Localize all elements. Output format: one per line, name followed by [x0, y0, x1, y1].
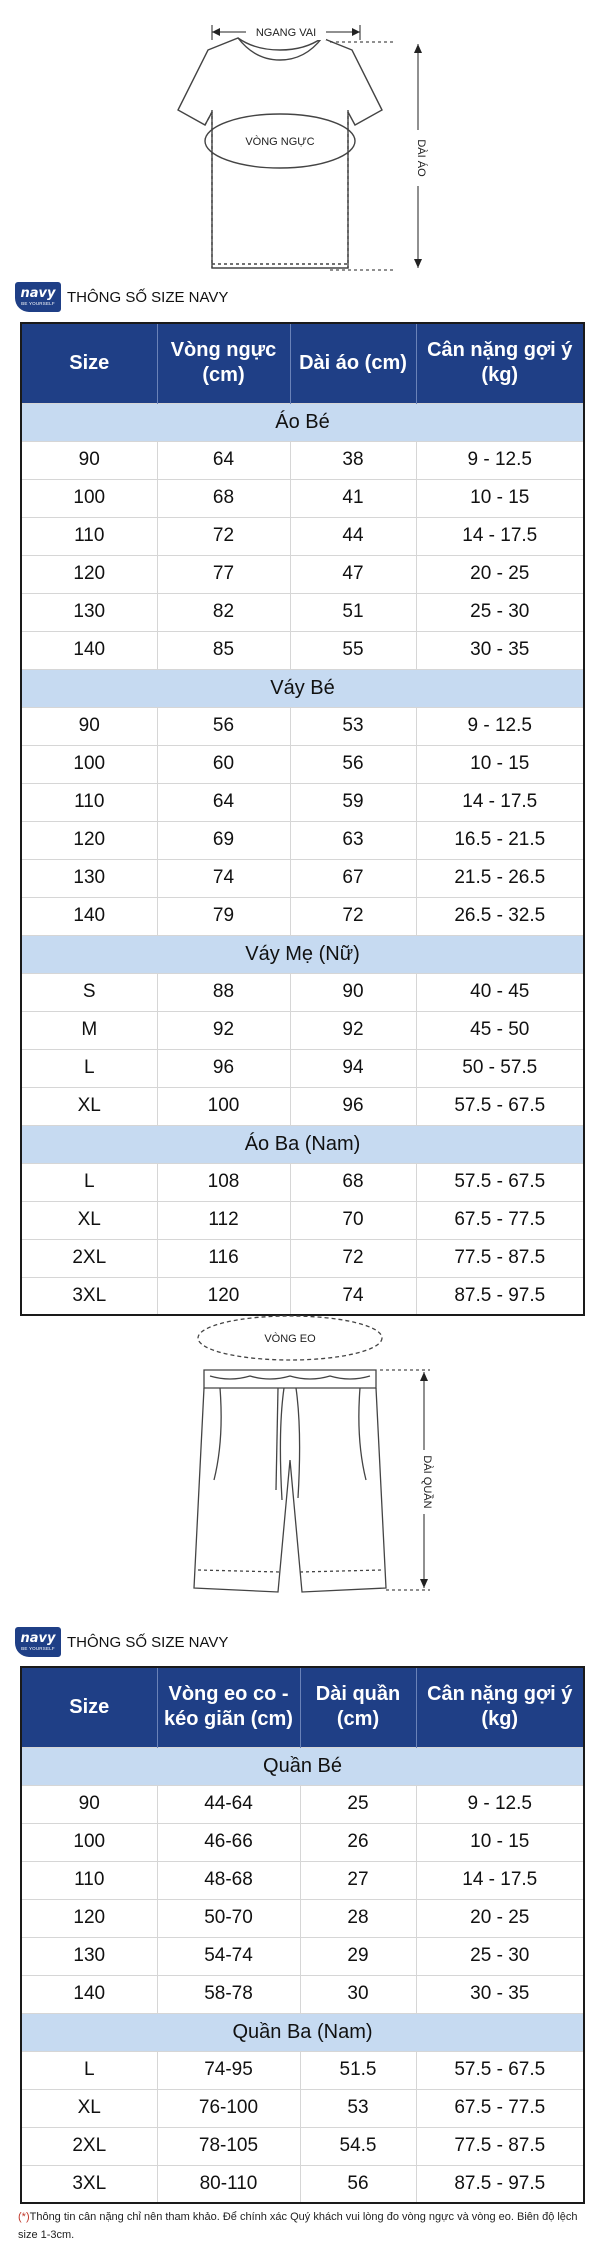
- table-cell: 77.5 - 87.5: [416, 1239, 584, 1277]
- table-cell: 96: [290, 1087, 416, 1125]
- footnote: [18, 2208, 588, 2244]
- shorts-length-label: DÀI QUẦN: [421, 1455, 433, 1509]
- header-chest: Vòng ngực (cm): [157, 323, 290, 403]
- table-cell: 85: [157, 631, 290, 669]
- table-cell: 63: [290, 821, 416, 859]
- table-header-row: [21, 323, 584, 403]
- table-cell: 56: [300, 2165, 416, 2203]
- table-cell: 60: [157, 745, 290, 783]
- table-cell: 92: [290, 1011, 416, 1049]
- table-cell: 9 - 12.5: [416, 1785, 584, 1823]
- table-cell: 64: [157, 441, 290, 479]
- table-row: [21, 555, 584, 593]
- table-cell: 77.5 - 87.5: [416, 2127, 584, 2165]
- table-cell: 70: [290, 1201, 416, 1239]
- table-cell: S: [21, 973, 157, 1011]
- table-row: [21, 1823, 584, 1861]
- group-title: Áo Bé: [21, 403, 584, 441]
- table-cell: 59: [290, 783, 416, 821]
- table-cell: 100: [21, 1823, 157, 1861]
- table-cell: 88: [157, 973, 290, 1011]
- table-cell: 14 - 17.5: [416, 1861, 584, 1899]
- table-cell: 51.5: [300, 2051, 416, 2089]
- table-row: [21, 1899, 584, 1937]
- table-row: [21, 593, 584, 631]
- table-cell: 69: [157, 821, 290, 859]
- table-cell: 96: [157, 1049, 290, 1087]
- table-cell: 51: [290, 593, 416, 631]
- table-cell: 94: [290, 1049, 416, 1087]
- group-title: Váy Bé: [21, 669, 584, 707]
- table-cell: 27: [300, 1861, 416, 1899]
- table-cell: 53: [300, 2089, 416, 2127]
- table-row: [21, 1785, 584, 1823]
- table-row: [21, 1861, 584, 1899]
- table-cell: 74: [290, 1277, 416, 1315]
- group-row: [21, 669, 584, 707]
- table-cell: 56: [290, 745, 416, 783]
- group-row: [21, 2013, 584, 2051]
- table-cell: 67: [290, 859, 416, 897]
- table-cell: 120: [21, 555, 157, 593]
- group-row: [21, 935, 584, 973]
- header-size: Size: [21, 323, 157, 403]
- table-cell: 21.5 - 26.5: [416, 859, 584, 897]
- table-cell: 44-64: [157, 1785, 300, 1823]
- table-cell: 110: [21, 1861, 157, 1899]
- table-row: [21, 973, 584, 1011]
- size-chart-title: THÔNG SỐ SIZE NAVY: [67, 1633, 229, 1651]
- table-cell: 25: [300, 1785, 416, 1823]
- table-cell: 46-66: [157, 1823, 300, 1861]
- table-cell: L: [21, 2051, 157, 2089]
- table-row: [21, 707, 584, 745]
- table-cell: 72: [290, 897, 416, 935]
- table-cell: 54.5: [300, 2127, 416, 2165]
- table-cell: 28: [300, 1899, 416, 1937]
- chest-label: VÒNG NGỰC: [245, 136, 315, 148]
- table-cell: 20 - 25: [416, 555, 584, 593]
- group-row: [21, 1125, 584, 1163]
- table-cell: 57.5 - 67.5: [416, 1163, 584, 1201]
- table-cell: 3XL: [21, 1277, 157, 1315]
- table-cell: 55: [290, 631, 416, 669]
- table-cell: 56: [157, 707, 290, 745]
- header-length: Dài quần (cm): [300, 1667, 416, 1747]
- table-cell: L: [21, 1163, 157, 1201]
- footnote-text: Thông tin cân nặng chỉ nên tham khảo. Để chính xác Quý khách vui lòng đo vòng ngực và vòng eo. Biên độ lệch size 1-3cm.: [18, 2211, 578, 2241]
- table-cell: 120: [21, 821, 157, 859]
- group-row: [21, 403, 584, 441]
- table-cell: 10 - 15: [416, 479, 584, 517]
- table-cell: 30: [300, 1975, 416, 2013]
- table-cell: 80-110: [157, 2165, 300, 2203]
- table-cell: 140: [21, 897, 157, 935]
- table-cell: 64: [157, 783, 290, 821]
- table-row: [21, 1937, 584, 1975]
- table-cell: 74-95: [157, 2051, 300, 2089]
- table-cell: 25 - 30: [416, 1937, 584, 1975]
- table-row: [21, 897, 584, 935]
- table-row: [21, 821, 584, 859]
- table-cell: 14 - 17.5: [416, 783, 584, 821]
- table-row: [21, 859, 584, 897]
- table-cell: 110: [21, 517, 157, 555]
- brand-row-shorts: [15, 1627, 228, 1657]
- table-cell: 90: [21, 1785, 157, 1823]
- table-row: [21, 2127, 584, 2165]
- table-header-row: [21, 1667, 584, 1747]
- table-cell: 9 - 12.5: [416, 707, 584, 745]
- table-cell: 87.5 - 97.5: [416, 1277, 584, 1315]
- table-cell: 130: [21, 1937, 157, 1975]
- table-cell: M: [21, 1011, 157, 1049]
- table-row: [21, 631, 584, 669]
- table-cell: 100: [21, 745, 157, 783]
- table-cell: 112: [157, 1201, 290, 1239]
- table-row: [21, 1087, 584, 1125]
- table-cell: 40 - 45: [416, 973, 584, 1011]
- table-cell: 110: [21, 783, 157, 821]
- table-cell: 74: [157, 859, 290, 897]
- table-cell: 130: [21, 593, 157, 631]
- table-row: [21, 2089, 584, 2127]
- table-row: [21, 1239, 584, 1277]
- table-cell: XL: [21, 1087, 157, 1125]
- group-title: Quần Bé: [21, 1747, 584, 1785]
- table-cell: 90: [21, 707, 157, 745]
- shirt-diagram: [150, 10, 480, 280]
- table-cell: 77: [157, 555, 290, 593]
- table-cell: 57.5 - 67.5: [416, 1087, 584, 1125]
- table-cell: 47: [290, 555, 416, 593]
- header-waist: Vòng eo co - kéo giãn (cm): [157, 1667, 300, 1747]
- waist-label: VÒNG EO: [264, 1333, 316, 1345]
- table-cell: 2XL: [21, 2127, 157, 2165]
- footnote-marker: (*): [18, 2211, 30, 2223]
- table-cell: 26.5 - 32.5: [416, 897, 584, 935]
- table-cell: 41: [290, 479, 416, 517]
- table-cell: 140: [21, 1975, 157, 2013]
- table-cell: 108: [157, 1163, 290, 1201]
- table-row: [21, 2051, 584, 2089]
- table-cell: 38: [290, 441, 416, 479]
- table-cell: 16.5 - 21.5: [416, 821, 584, 859]
- table-cell: 90: [21, 441, 157, 479]
- header-weight: Cân nặng gợi ý (kg): [416, 323, 584, 403]
- shoulder-width-label: NGANG VAI: [255, 27, 317, 39]
- header-weight: Cân nặng gợi ý (kg): [416, 1667, 584, 1747]
- shorts-diagram: [180, 1310, 480, 1610]
- table-cell: 68: [290, 1163, 416, 1201]
- table-row: [21, 517, 584, 555]
- size-chart-title: THÔNG SỐ SIZE NAVY: [67, 288, 229, 306]
- shirt-length-label: DÀI ÁO: [415, 139, 427, 177]
- table-cell: 79: [157, 897, 290, 935]
- table-cell: 50-70: [157, 1899, 300, 1937]
- table-cell: 116: [157, 1239, 290, 1277]
- table-cell: 53: [290, 707, 416, 745]
- navy-logo: navy BE YOURSELF: [15, 1627, 61, 1657]
- table-cell: 48-68: [157, 1861, 300, 1899]
- table-cell: 90: [290, 973, 416, 1011]
- table-cell: 68: [157, 479, 290, 517]
- table-cell: XL: [21, 2089, 157, 2127]
- table-cell: 14 - 17.5: [416, 517, 584, 555]
- table-row: [21, 783, 584, 821]
- table-cell: 76-100: [157, 2089, 300, 2127]
- table-cell: 72: [157, 517, 290, 555]
- shorts-size-table: [20, 1666, 585, 2204]
- table-cell: 120: [157, 1277, 290, 1315]
- table-row: [21, 1163, 584, 1201]
- group-row: [21, 1747, 584, 1785]
- table-cell: 67.5 - 77.5: [416, 1201, 584, 1239]
- shirt-size-table: [20, 322, 585, 1316]
- header-size: Size: [21, 1667, 157, 1747]
- table-cell: 140: [21, 631, 157, 669]
- table-cell: 3XL: [21, 2165, 157, 2203]
- table-cell: 67.5 - 77.5: [416, 2089, 584, 2127]
- table-cell: 54-74: [157, 1937, 300, 1975]
- table-cell: 2XL: [21, 1239, 157, 1277]
- table-cell: 58-78: [157, 1975, 300, 2013]
- table-row: [21, 1975, 584, 2013]
- table-cell: 100: [157, 1087, 290, 1125]
- table-cell: 100: [21, 479, 157, 517]
- table-cell: 82: [157, 593, 290, 631]
- table-cell: 26: [300, 1823, 416, 1861]
- header-length: Dài áo (cm): [290, 323, 416, 403]
- table-row: [21, 1049, 584, 1087]
- table-cell: 45 - 50: [416, 1011, 584, 1049]
- group-title: Quần Ba (Nam): [21, 2013, 584, 2051]
- table-cell: 130: [21, 859, 157, 897]
- table-row: [21, 1201, 584, 1239]
- table-cell: 87.5 - 97.5: [416, 2165, 584, 2203]
- navy-logo: navy BE YOURSELF: [15, 282, 61, 312]
- table-cell: 9 - 12.5: [416, 441, 584, 479]
- table-cell: 29: [300, 1937, 416, 1975]
- table-cell: 120: [21, 1899, 157, 1937]
- table-cell: 10 - 15: [416, 1823, 584, 1861]
- brand-row-shirt: [15, 282, 228, 312]
- table-cell: 57.5 - 67.5: [416, 2051, 584, 2089]
- table-cell: 20 - 25: [416, 1899, 584, 1937]
- table-cell: 44: [290, 517, 416, 555]
- table-cell: 25 - 30: [416, 593, 584, 631]
- table-cell: 50 - 57.5: [416, 1049, 584, 1087]
- table-cell: 72: [290, 1239, 416, 1277]
- table-row: [21, 479, 584, 517]
- table-row: [21, 2165, 584, 2203]
- table-cell: L: [21, 1049, 157, 1087]
- table-cell: 30 - 35: [416, 631, 584, 669]
- table-cell: 10 - 15: [416, 745, 584, 783]
- group-title: Áo Ba (Nam): [21, 1125, 584, 1163]
- table-row: [21, 1011, 584, 1049]
- table-cell: XL: [21, 1201, 157, 1239]
- table-cell: 30 - 35: [416, 1975, 584, 2013]
- table-row: [21, 745, 584, 783]
- group-title: Váy Mẹ (Nữ): [21, 935, 584, 973]
- table-cell: 92: [157, 1011, 290, 1049]
- table-row: [21, 441, 584, 479]
- table-cell: 78-105: [157, 2127, 300, 2165]
